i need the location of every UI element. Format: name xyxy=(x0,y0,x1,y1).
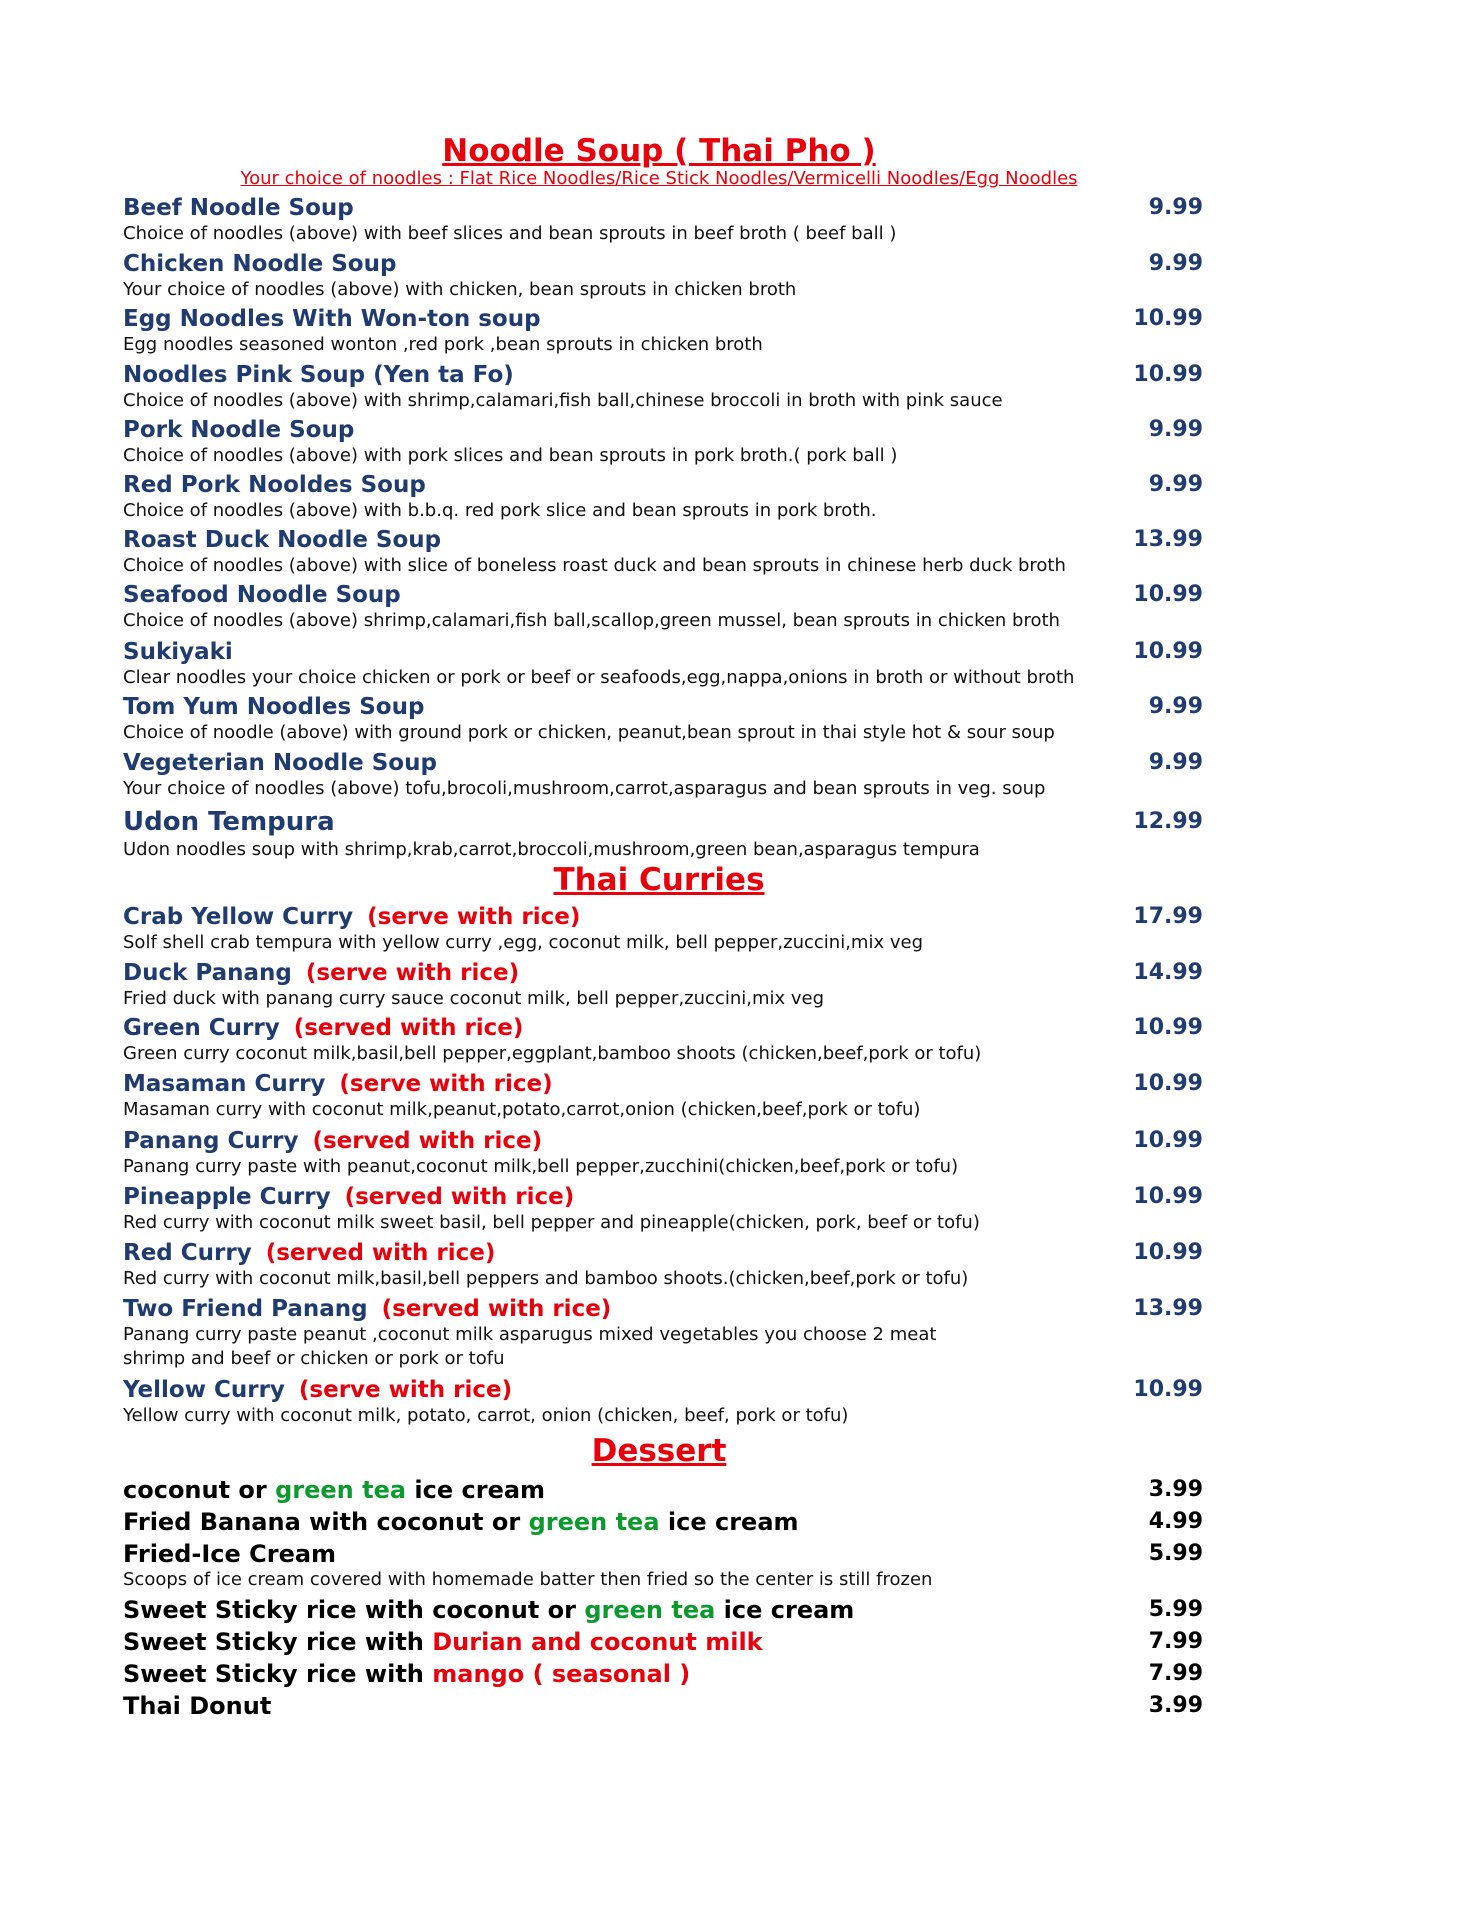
item-price: 10.99 xyxy=(1133,362,1203,387)
item-price: 10.99 xyxy=(1133,1240,1203,1265)
dessert-heading: Dessert xyxy=(591,1433,727,1469)
item-price: 9.99 xyxy=(1148,251,1203,276)
item-price: 10.99 xyxy=(1133,1015,1203,1040)
item-price: 10.99 xyxy=(1133,1184,1203,1209)
menu-item xyxy=(123,693,1203,745)
serve-note: (served with rice) xyxy=(312,1128,543,1154)
item-description: Green curry coconut milk,basil,bell pepper,eggplant,bamboo shoots (chicken,beef,pork or tofu) xyxy=(123,1043,982,1064)
item-description: Choice of noodles (above) with b.b.q. red pork slice and bean sprouts in pork broth. xyxy=(123,500,877,521)
item-name: Sweet Sticky rice with coconut or green tea ice cream xyxy=(123,1596,855,1624)
item-description: Choice of noodles (above) with beef slices and bean sprouts in beef broth ( beef ball ) xyxy=(123,223,897,244)
item-price: 7.99 xyxy=(1148,1661,1203,1686)
item-description: Your choice of noodles (above) tofu,brocoli,mushroom,carrot,asparagus and bean sprouts in veg. soup xyxy=(123,778,1046,799)
item-name: Fried Banana with coconut or green tea ice cream xyxy=(123,1508,799,1536)
menu-item xyxy=(123,526,1203,578)
item-price: 3.99 xyxy=(1148,1477,1203,1502)
item-price: 7.99 xyxy=(1148,1629,1203,1654)
item-price: 5.99 xyxy=(1148,1597,1203,1622)
menu-item xyxy=(123,361,1203,413)
menu-item xyxy=(123,1014,1203,1066)
menu-item xyxy=(123,250,1203,302)
menu-item xyxy=(123,1660,1203,1688)
item-price: 13.99 xyxy=(1133,527,1203,552)
item-name: Vegeterian Noodle Soup xyxy=(123,750,437,776)
item-name: Duck Panang (serve with rice) xyxy=(123,960,520,986)
thai-curries-heading: Thai Curries xyxy=(553,862,765,898)
menu-item xyxy=(123,1070,1203,1122)
serve-note: (serve with rice) xyxy=(298,1377,513,1403)
item-name: Pork Noodle Soup xyxy=(123,417,355,443)
menu-item xyxy=(123,1540,1203,1592)
item-name: Roast Duck Noodle Soup xyxy=(123,527,442,553)
menu-item xyxy=(123,416,1203,468)
item-name: Sweet Sticky rice with mango ( seasonal ) xyxy=(123,1660,691,1688)
item-description: Your choice of noodles (above) with chicken, bean sprouts in chicken broth xyxy=(123,279,797,300)
item-description: Udon noodles soup with shrimp,krab,carrot,broccoli,mushroom,green bean,asparagus tempura xyxy=(123,839,980,860)
menu-item xyxy=(123,1596,1203,1624)
item-description: Red curry with coconut milk,basil,bell peppers and bamboo shoots.(chicken,beef,pork or tofu) xyxy=(123,1268,969,1289)
menu-item xyxy=(123,1127,1203,1179)
item-price: 9.99 xyxy=(1148,694,1203,719)
serve-note: (serve with rice) xyxy=(305,960,520,986)
item-price: 10.99 xyxy=(1133,639,1203,664)
item-name: coconut or green tea ice cream xyxy=(123,1476,546,1504)
item-name: Noodles Pink Soup (Yen ta Fo) xyxy=(123,362,514,388)
serve-note: (served with rice) xyxy=(265,1240,496,1266)
item-price: 9.99 xyxy=(1148,417,1203,442)
menu-item xyxy=(123,1476,1203,1504)
item-price: 10.99 xyxy=(1133,1128,1203,1153)
item-description: Red curry with coconut milk sweet basil, bell pepper and pineapple(chicken, pork, beef or tofu) xyxy=(123,1212,980,1233)
menu-item xyxy=(123,194,1203,246)
item-price: 13.99 xyxy=(1133,1296,1203,1321)
noodle-soup-heading: Noodle Soup ( Thai Pho ) xyxy=(442,133,876,169)
item-description: Fried duck with panang curry sauce coconut milk, bell pepper,zuccini,mix veg xyxy=(123,988,825,1009)
item-name: Pineapple Curry (served with rice) xyxy=(123,1184,575,1210)
serve-note: (served with rice) xyxy=(344,1184,575,1210)
item-price: 10.99 xyxy=(1133,306,1203,331)
item-name: Tom Yum Noodles Soup xyxy=(123,694,425,720)
menu-item xyxy=(123,1692,1203,1720)
menu-item xyxy=(123,959,1203,1011)
item-description: Choice of noodles (above) with shrimp,calamari,fish ball,chinese broccoli in broth with pink sauce xyxy=(123,390,1003,411)
item-description: Choice of noodle (above) with ground pork or chicken, peanut,bean sprout in thai style hot & sour soup xyxy=(123,722,1055,743)
item-price: 10.99 xyxy=(1133,1377,1203,1402)
item-description-continued: shrimp and beef or chicken or pork or tofu xyxy=(123,1348,505,1369)
item-name: Crab Yellow Curry (serve with rice) xyxy=(123,904,581,930)
item-price: 17.99 xyxy=(1133,904,1203,929)
noodle-choice-subtitle: Your choice of noodles : Flat Rice Noodles/Rice Stick Noodles/Vermicelli Noodles/Egg Noodles xyxy=(240,168,1078,189)
item-description: Panang curry paste peanut ,coconut milk asparugus mixed vegetables you choose 2 meat xyxy=(123,1324,937,1345)
item-description: Panang curry paste with peanut,coconut milk,bell pepper,zucchini(chicken,beef,pork or tofu) xyxy=(123,1156,959,1177)
menu-item xyxy=(123,638,1203,690)
menu-item xyxy=(123,581,1203,633)
item-price: 3.99 xyxy=(1148,1693,1203,1718)
item-name: Udon Tempura xyxy=(123,807,335,837)
menu-item xyxy=(123,806,1203,862)
item-name: Fried-Ice Cream xyxy=(123,1540,337,1568)
item-description: Choice of noodles (above) shrimp,calamari,fish ball,scallop,green mussel, bean sprouts in chicken broth xyxy=(123,610,1060,631)
item-description: Masaman curry with coconut milk,peanut,potato,carrot,onion (chicken,beef,pork or tofu) xyxy=(123,1099,921,1120)
item-description: Choice of noodles (above) with slice of boneless roast duck and bean sprouts in chinese herb duck broth xyxy=(123,555,1066,576)
item-name: Beef Noodle Soup xyxy=(123,195,354,221)
menu-item xyxy=(123,749,1203,801)
item-description: Choice of noodles (above) with pork slices and bean sprouts in pork broth.( pork ball ) xyxy=(123,445,898,466)
item-description: Solf shell crab tempura with yellow curry ,egg, coconut milk, bell pepper,zuccini,mix veg xyxy=(123,932,923,953)
serve-note: (serve with rice) xyxy=(339,1071,553,1097)
item-name: Green Curry (served with rice) xyxy=(123,1015,524,1041)
item-price: 10.99 xyxy=(1133,582,1203,607)
menu-item xyxy=(123,1239,1203,1291)
item-name: Panang Curry (served with rice) xyxy=(123,1128,543,1154)
item-price: 4.99 xyxy=(1148,1509,1203,1534)
item-name: Chicken Noodle Soup xyxy=(123,251,397,277)
menu-item xyxy=(123,1376,1203,1428)
item-name: Red Curry (served with rice) xyxy=(123,1240,496,1266)
item-description: Clear noodles your choice chicken or pork or beef or seafoods,egg,nappa,onions in broth or without broth xyxy=(123,667,1075,688)
item-price: 5.99 xyxy=(1148,1541,1203,1566)
item-name: Seafood Noodle Soup xyxy=(123,582,401,608)
menu-item xyxy=(123,1508,1203,1536)
item-description: Egg noodles seasoned wonton ,red pork ,bean sprouts in chicken broth xyxy=(123,334,763,355)
item-description: Yellow curry with coconut milk, potato, carrot, onion (chicken, beef, pork or tofu) xyxy=(123,1405,849,1426)
item-price: 12.99 xyxy=(1133,809,1203,834)
item-price: 9.99 xyxy=(1148,472,1203,497)
item-name: Yellow Curry (serve with rice) xyxy=(123,1377,513,1403)
item-name: Red Pork Nooldes Soup xyxy=(123,472,426,498)
item-name: Sweet Sticky rice with Durian and coconut milk xyxy=(123,1628,763,1656)
item-description: Scoops of ice cream covered with homemade batter then fried so the center is still frozen xyxy=(123,1569,933,1590)
item-price: 9.99 xyxy=(1148,750,1203,775)
serve-note: (served with rice) xyxy=(381,1296,612,1322)
item-name: Masaman Curry (serve with rice) xyxy=(123,1071,553,1097)
item-price: 14.99 xyxy=(1133,960,1203,985)
item-price: 10.99 xyxy=(1133,1071,1203,1096)
menu-item xyxy=(123,1183,1203,1235)
menu-item xyxy=(123,471,1203,523)
item-name: Thai Donut xyxy=(123,1692,272,1720)
menu-item xyxy=(123,1628,1203,1656)
item-name: Egg Noodles With Won-ton soup xyxy=(123,306,541,332)
menu-item xyxy=(123,903,1203,955)
serve-note: (served with rice) xyxy=(293,1015,524,1041)
item-price: 9.99 xyxy=(1148,195,1203,220)
menu-item xyxy=(123,1295,1203,1371)
serve-note: (serve with rice) xyxy=(367,904,581,930)
menu-item xyxy=(123,305,1203,357)
item-name: Sukiyaki xyxy=(123,639,233,665)
item-name: Two Friend Panang (served with rice) xyxy=(123,1296,612,1322)
